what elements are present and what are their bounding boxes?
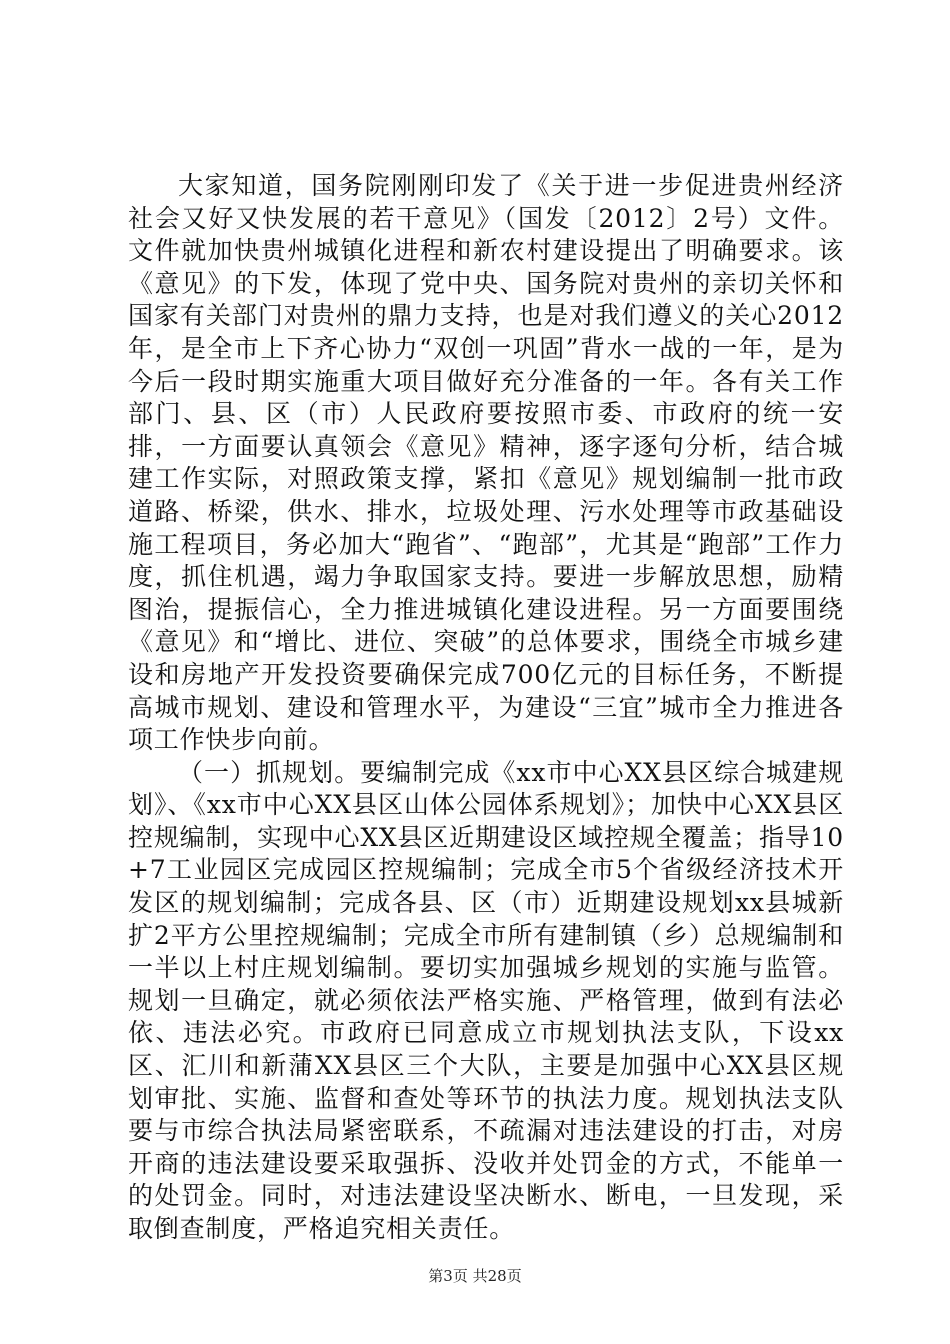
paragraph-planning: （一）抓规划。要编制完成《xx市中心XX县区综合城建规划》、《xx市中心XX县区山体公园体系规划》；加快中心XX县区控规编制，实现中心XX县区近期建设区域控规全覆盖；指导10+7工业园区完成园区控规编制；完成全市5个省级经济技术开发区的规划编制；完成各县、区（市）近期建设规划xx县城新扩2平方公里控规编制；完成全市所有建制镇（乡）总规编制和一半以上村庄规划编制。要切实加强城乡规划的实施与监管。规划一旦确定，就必须依法严格实施、严格管理，做到有法必依、违法必究。市政府已同意成立市规划执法支队，下设xx区、汇川和新蒲XX县区三个大队，主要是加强中心XX县区规划审批、实施、监督和查处等环节的执法力度。规划执法支队要与市综合执法局紧密联系，不疏漏对违法建设的打击，对房开商的违法建设要采取强拆、没收并处罚金的方式，不能单一的处罚金。同时，对违法建设坚决断水、断电，一旦发现，采取倒查制度，严格追究相关责任。 — [128, 757, 844, 1243]
page-number-footer: 第3页 共28页 — [428, 1267, 522, 1285]
paragraph-intro: 大家知道，国务院刚刚印发了《关于进一步促进贵州经济社会又好又快发展的若干意见》（国发〔2012〕2号）文件。文件就加快贵州城镇化进程和新农村建设提出了明确要求。该《意见》的下发，体现了党中央、国务院对贵州的亲切关怀和国家有关部门对贵州的鼎力支持，也是对我们遵义的关心2012年，是全市上下齐心协力“双创一巩固”背水一战的一年，是为今后一段时期实施重大项目做好充分准备的一年。各有关工作部门、县、区（市）人民政府要按照市委、市政府的统一安排，一方面要认真领会《意见》精神，逐字逐句分析，结合城建工作实际，对照政策支撑，紧扣《意见》规划编制一批市政道路、桥梁，供水、排水，垃圾处理、污水处理等市政基础设施工程项目，务必加大“跑省”、“跑部”，尤其是“跑部”工作力度，抓住机遇，竭力争取国家支持。要进一步解放思想，励精图治，提振信心，全力推进城镇化建设进程。另一方面要围绕《意见》和“增比、进位、突破”的总体要求，围绕全市城乡建设和房地产开发投资要确保完成700亿元的目标任务，不断提高城市规划、建设和管理水平，为建设“三宜”城市全力推进各项工作快步向前。 — [128, 171, 844, 755]
document-body — [128, 170, 844, 1246]
